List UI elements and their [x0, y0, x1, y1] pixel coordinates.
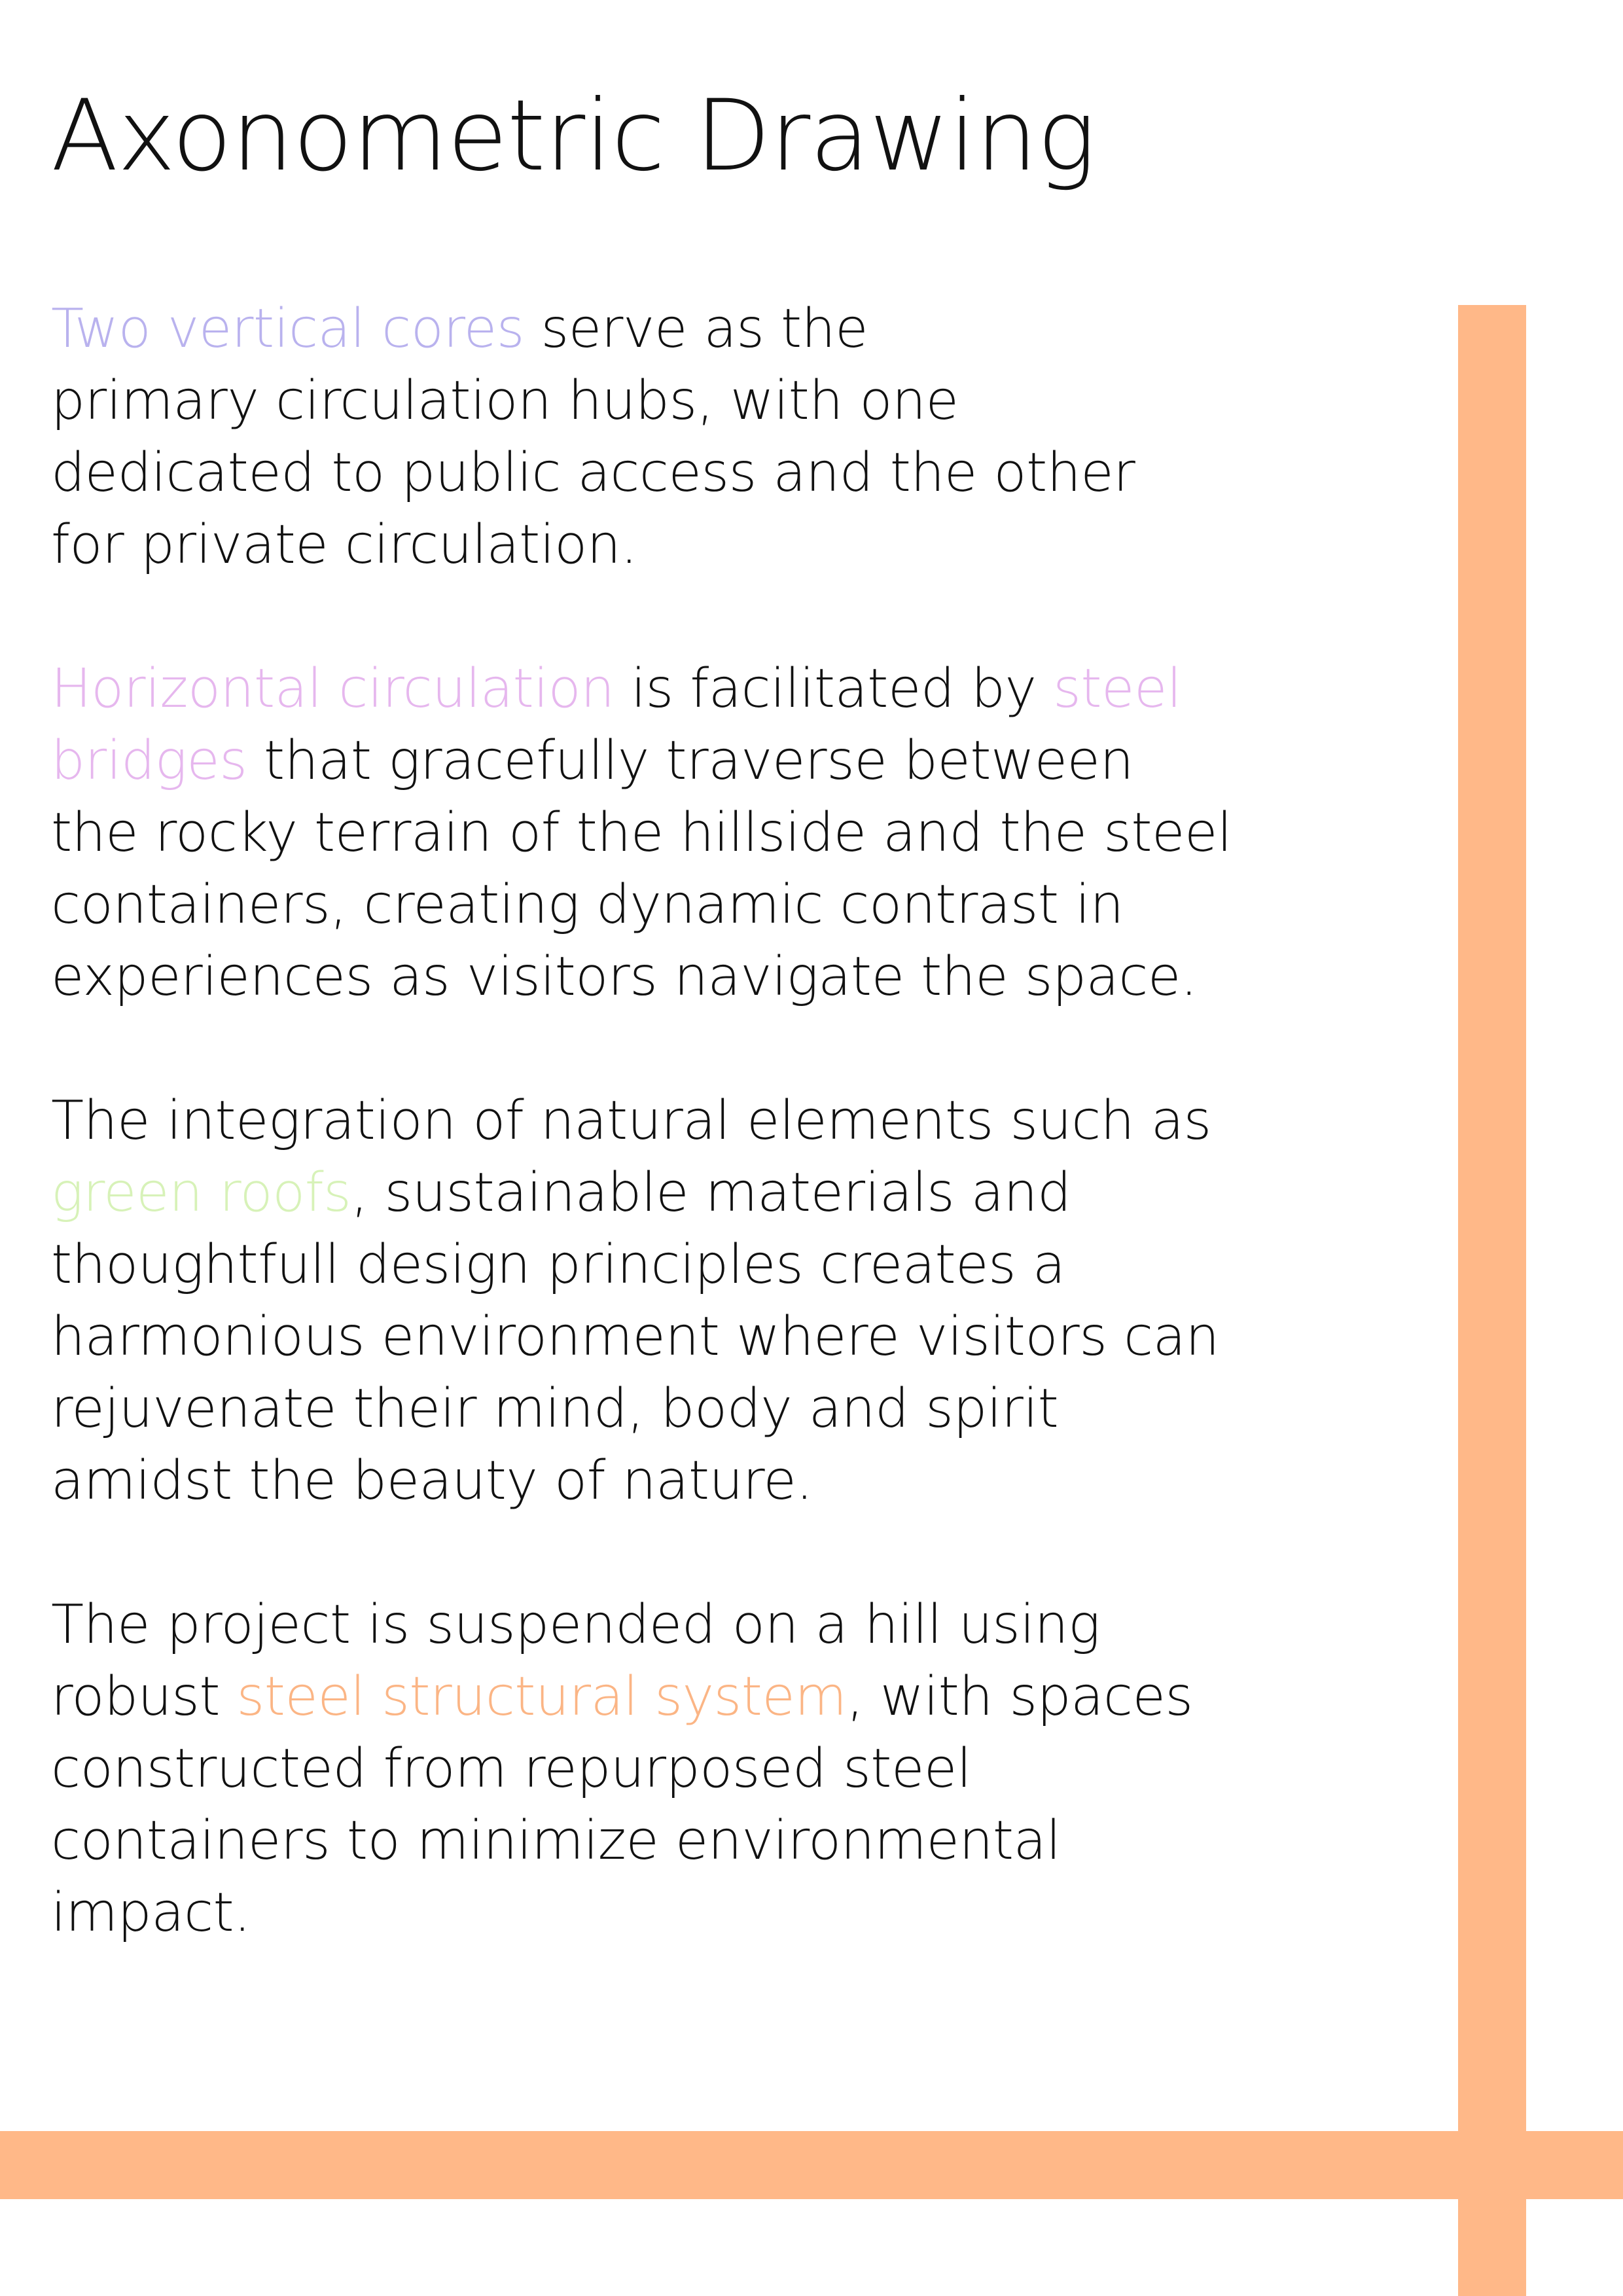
paragraph-structural-system	[51, 1589, 1373, 1949]
highlight-green-roofs: green roofs	[51, 1162, 351, 1224]
text-fragment: , sustainable materials and	[351, 1162, 1071, 1224]
text-line: experiences as visitors navigate the space.	[51, 946, 1198, 1008]
page-title: Axonometric Drawing	[51, 79, 1096, 193]
text-line: impact.	[51, 1882, 251, 1944]
text-line: primary circulation hubs, with one	[51, 370, 959, 432]
highlight-horizontal-circulation: Horizontal circulation	[51, 658, 615, 720]
text-line	[51, 293, 1373, 365]
text-line	[51, 725, 1373, 797]
highlight-steel-structural-system: steel structural system	[236, 1666, 847, 1728]
text-line: harmonious environment where visitors can	[51, 1306, 1219, 1368]
highlight-vertical-cores: Two vertical cores	[51, 298, 524, 360]
paragraph-natural-elements	[51, 1085, 1373, 1517]
text-fragment: that gracefully traverse between	[247, 730, 1133, 792]
text-line: The project is suspended on a hill using	[51, 1594, 1100, 1656]
text-fragment: is facilitated by	[614, 658, 1054, 720]
paragraph-horizontal-circulation	[51, 653, 1373, 1013]
highlight-steel: steel	[1053, 658, 1182, 720]
text-line	[51, 1157, 1373, 1229]
text-line	[51, 653, 1373, 725]
text-line: rejuvenate their mind, body and spirit	[51, 1378, 1059, 1440]
text-line: dedicated to public access and the other	[51, 442, 1135, 504]
text-line: the rocky terrain of the hillside and the steel	[51, 802, 1232, 864]
text-fragment: , with spaces	[846, 1666, 1193, 1728]
body-text	[51, 293, 1373, 2021]
text-line: for private circulation.	[51, 514, 637, 576]
text-line	[51, 1661, 1373, 1733]
text-line: thoughtfull design principles creates a	[51, 1234, 1065, 1296]
decorative-horizontal-bar	[0, 2131, 1623, 2199]
text-line: amidst the beauty of nature.	[51, 1450, 813, 1512]
text-fragment: serve as the	[524, 298, 868, 360]
text-line: constructed from repurposed steel	[51, 1738, 972, 1800]
text-line: containers, creating dynamic contrast in	[51, 874, 1124, 936]
text-line: containers to minimize environmental	[51, 1810, 1061, 1872]
highlight-bridges: bridges	[51, 730, 247, 792]
text-fragment: robust	[51, 1666, 237, 1728]
text-line: The integration of natural elements such as	[51, 1090, 1211, 1152]
paragraph-vertical-cores	[51, 293, 1373, 581]
decorative-vertical-bar	[1458, 305, 1526, 2296]
